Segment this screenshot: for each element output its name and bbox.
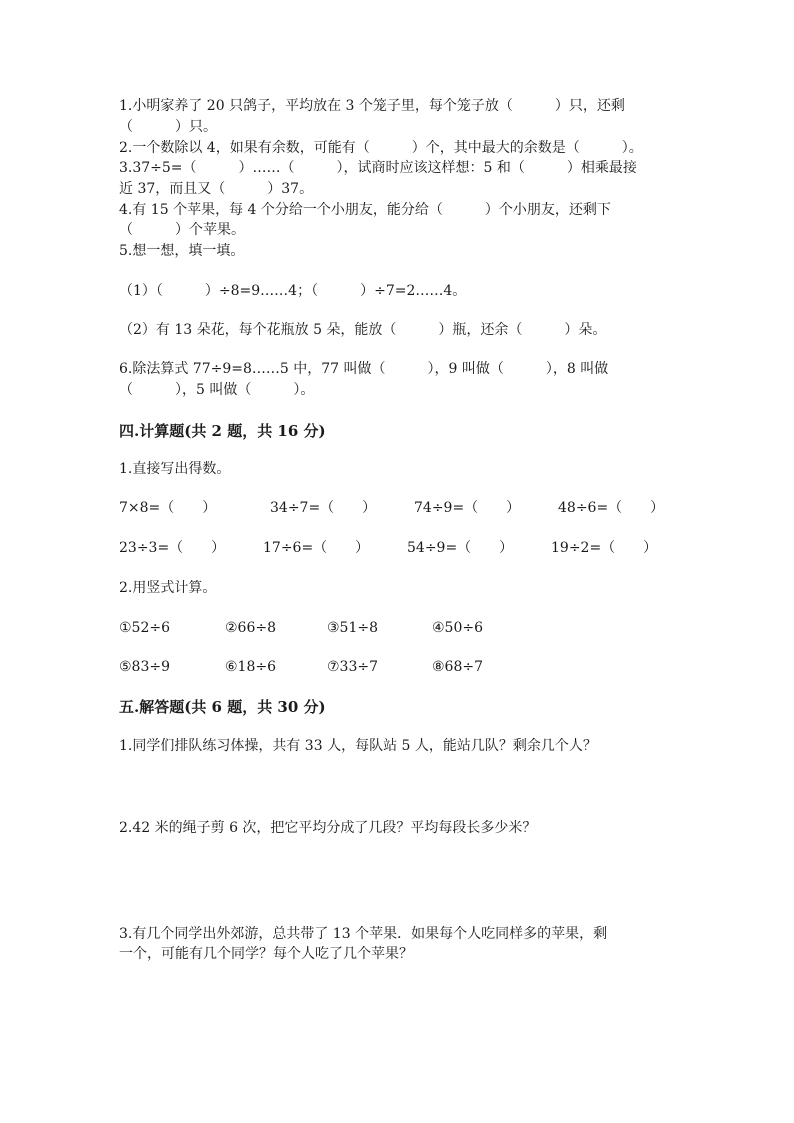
oral-calc-item: 7×8=（ ） [119,500,217,516]
oral-calc-item: 17÷6=（ ） [263,540,370,556]
fill-q3-line2: 近 37，而且又（ ）37。 [119,181,314,197]
vertical-calc-item: ⑧68÷7 [432,659,484,675]
fill-q6-line2: （ ），5 叫做（ ）。 [119,382,315,398]
calc-q2-title: 2.用竖式计算。 [119,580,217,596]
word-problem-3-line2: 一个，可能有几个同学？每个人吃了几个苹果？ [119,946,413,962]
oral-calc-item: 23÷3=（ ） [119,540,226,556]
fill-q6-line1: 6.除法算式 77÷9=8……5 中，77 叫做（ ），9 叫做（ ），8 叫做 [119,361,609,377]
calc-q1-title: 1.直接写出得数。 [119,461,231,477]
fill-q5-part1: （1）（ ）÷8=9……4；（ ）÷7=2……4。 [119,283,467,299]
fill-q5-title: 5.想一想，填一填。 [119,243,245,259]
oral-calc-item: 48÷6=（ ） [558,500,665,516]
vertical-calc-item: ⑤83÷9 [119,659,171,675]
fill-q4-line2: （ ）个苹果。 [119,222,245,238]
oral-calc-item: 54÷9=（ ） [407,540,514,556]
fill-q5-part2: （2）有 13 朵花，每个花瓶放 5 朵，能放（ ）瓶，还余（ ）朵。 [119,322,607,338]
oral-calc-item: 74÷9=（ ） [414,500,521,516]
section-4-heading: 四.计算题(共 2 题，共 16 分) [119,422,326,440]
fill-q1-line1: 1.小明家养了 20 只鸽子，平均放在 3 个笼子里，每个笼子放（ ）只，还剩 [119,98,625,114]
word-problem-3-line1: 3.有几个同学出外郊游，总共带了 13 个苹果．如果每个人吃同样多的苹果，剩 [119,926,608,942]
vertical-calc-item: ①52÷6 [119,620,171,636]
vertical-calc-item: ④50÷6 [432,620,484,636]
fill-q1-line2: （ ）只。 [119,119,217,135]
vertical-calc-item: ③51÷8 [327,620,379,636]
word-problem-2: 2.42 米的绳子剪 6 次，把它平均分成了几段？平均每段长多少米？ [119,820,537,836]
oral-calc-item: 19÷2=（ ） [551,540,658,556]
oral-calc-item: 34÷7=（ ） [270,500,377,516]
vertical-calc-item: ②66÷8 [225,620,277,636]
fill-q4-line1: 4.有 15 个苹果，每 4 个分给一个小朋友，能分给（ ）个小朋友，还剩下 [119,202,611,218]
fill-q3-line1: 3.37÷5=（ ）……（ ），试商时应该这样想：5 和（ ）相乘最接 [119,160,637,176]
section-5-heading: 五.解答题(共 6 题，共 30 分) [119,698,326,716]
vertical-calc-item: ⑦33÷7 [327,659,379,675]
word-problem-1: 1.同学们排队练习体操，共有 33 人，每队站 5 人，能站几队？剩余几个人？ [119,738,597,754]
fill-q2: 2.一个数除以 4，如果有余数，可能有（ ）个，其中最大的余数是（ ）。 [119,140,643,156]
vertical-calc-item: ⑥18÷6 [225,659,277,675]
